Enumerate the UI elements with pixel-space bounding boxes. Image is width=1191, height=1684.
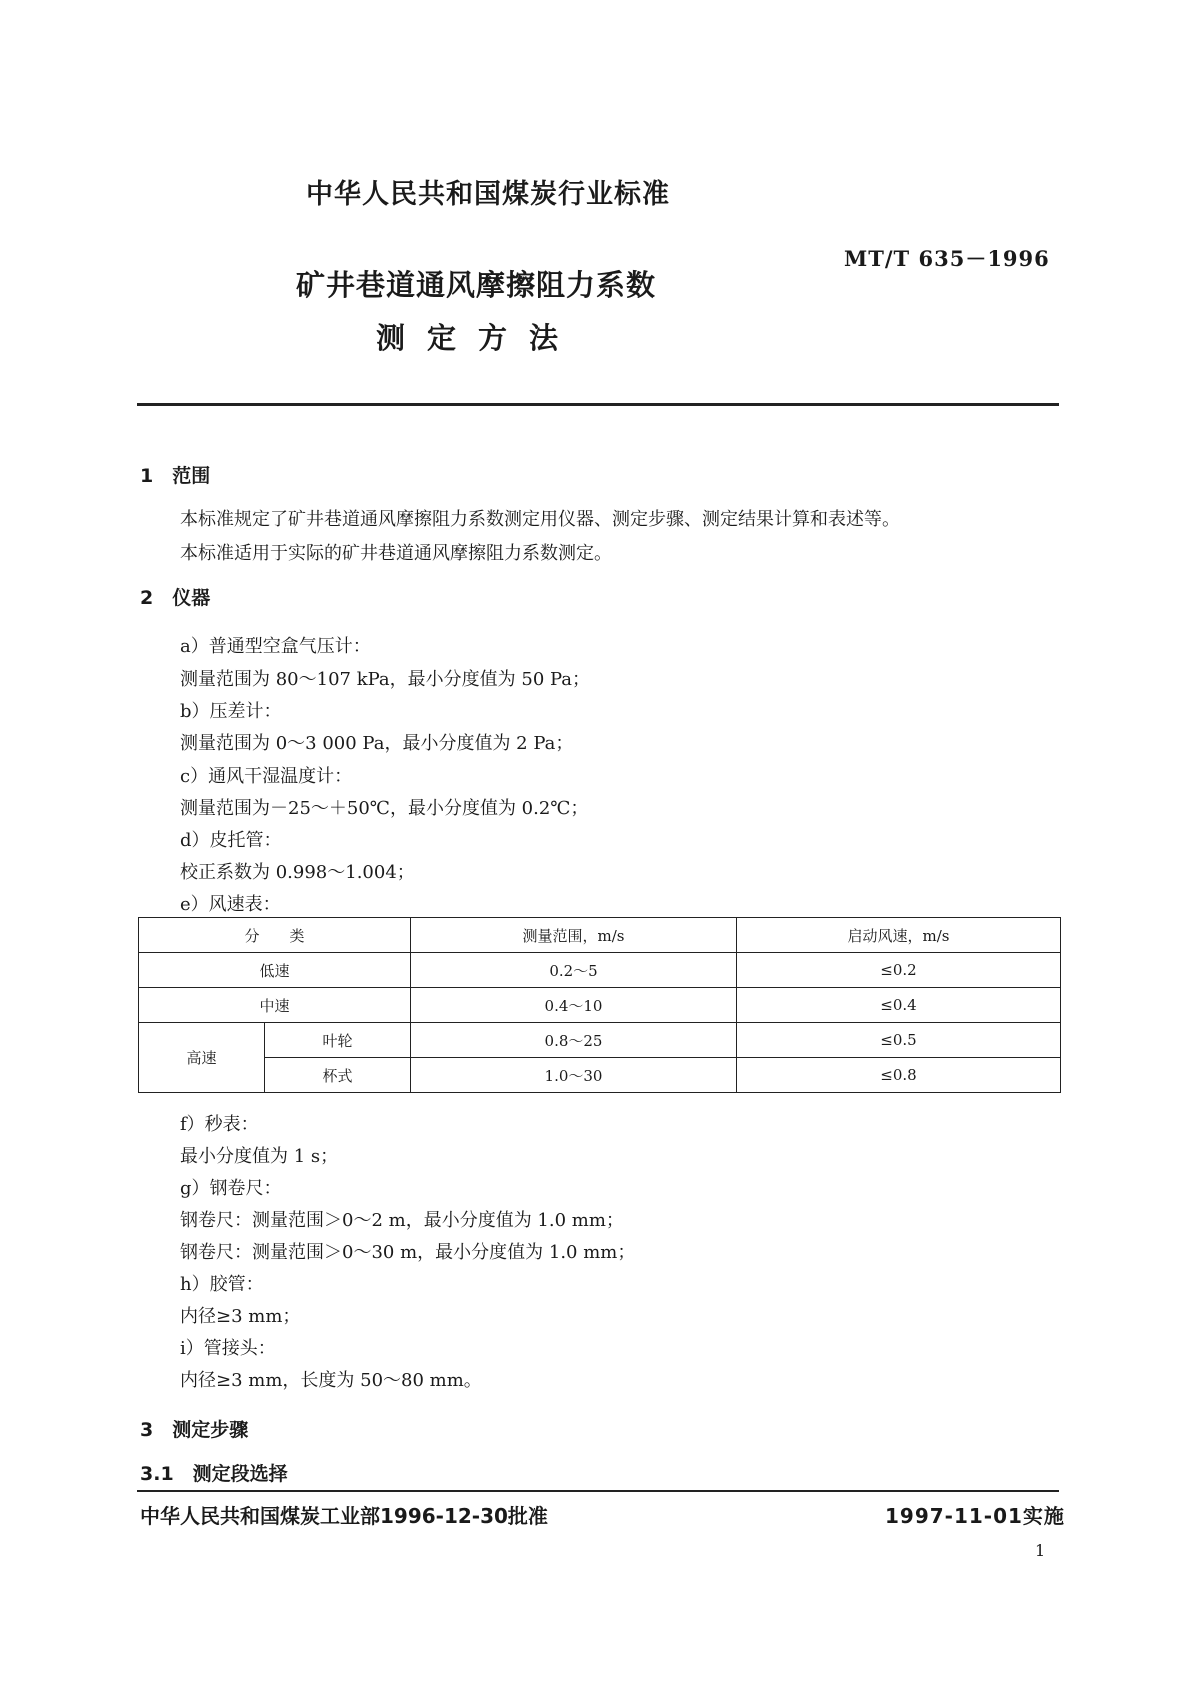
instrument-line: 测量范围为 0～3 000 Pa，最小分度值为 2 Pa； bbox=[180, 733, 574, 754]
cell-range: 1.0～30 bbox=[411, 1058, 737, 1093]
instrument-line: 测量范围为 80～107 kPa，最小分度值为 50 Pa； bbox=[180, 669, 591, 690]
instrument-line: 测量范围为－25～＋50℃，最小分度值为 0.2℃； bbox=[180, 798, 589, 819]
instrument-line: 最小分度值为 1 s； bbox=[180, 1146, 339, 1167]
standard-number: MT/T 635－1996 bbox=[844, 246, 1050, 271]
instrument-line: 钢卷尺：测量范围＞0～30 m，最小分度值为 1.0 mm； bbox=[180, 1242, 636, 1263]
section-3-1-heading: 3.1 测定段选择 bbox=[140, 1463, 288, 1485]
effective-date: 1997-11-01实施 bbox=[885, 1504, 1065, 1528]
approval-statement: 中华人民共和国煤炭工业部1996-12-30批准 bbox=[140, 1504, 548, 1528]
cell-start-speed: ≤0.8 bbox=[737, 1058, 1061, 1093]
row-label-mid: 中速 bbox=[139, 988, 411, 1023]
table-row bbox=[139, 988, 1061, 1023]
section-1-paragraph-1: 本标准规定了矿井巷道通风摩擦阻力系数测定用仪器、测定步骤、测定结果计算和表述等。 bbox=[180, 509, 900, 530]
footer-divider bbox=[137, 1490, 1059, 1492]
cell-range: 0.2～5 bbox=[411, 953, 737, 988]
table-row bbox=[139, 1058, 1061, 1093]
instrument-line: 钢卷尺：测量范围＞0～2 m，最小分度值为 1.0 mm； bbox=[180, 1210, 624, 1231]
section-1-heading: 1 范围 bbox=[140, 465, 211, 487]
instrument-line: h）胶管： bbox=[180, 1274, 264, 1295]
standard-category-title: 中华人民共和国煤炭行业标准 bbox=[306, 179, 670, 210]
table-row bbox=[139, 953, 1061, 988]
table-row bbox=[139, 1023, 1061, 1058]
instrument-line: b）压差计： bbox=[180, 701, 282, 722]
instrument-line: g）钢卷尺： bbox=[180, 1178, 282, 1199]
instrument-line: f）秒表： bbox=[180, 1114, 259, 1135]
instrument-line: a）普通型空盒气压计： bbox=[180, 636, 371, 657]
row-label-low: 低速 bbox=[139, 953, 411, 988]
row-label-cup: 杯式 bbox=[265, 1058, 411, 1093]
cell-start-speed: ≤0.2 bbox=[737, 953, 1061, 988]
table-header-row bbox=[139, 918, 1061, 953]
instrument-line: d）皮托管： bbox=[180, 830, 282, 851]
instrument-line: 内径≥3 mm，长度为 50～80 mm。 bbox=[180, 1370, 482, 1391]
section-2-heading: 2 仪器 bbox=[140, 587, 211, 609]
instrument-line: c）通风干湿温度计： bbox=[180, 766, 353, 787]
cell-range: 0.4～10 bbox=[411, 988, 737, 1023]
header-start-speed: 启动风速，m/s bbox=[737, 918, 1061, 953]
instrument-line: 内径≥3 mm； bbox=[180, 1306, 301, 1327]
header-divider bbox=[137, 403, 1059, 406]
header-category: 分 类 bbox=[139, 918, 411, 953]
section-3-heading: 3 测定步骤 bbox=[140, 1419, 249, 1441]
cell-start-speed: ≤0.4 bbox=[737, 988, 1061, 1023]
document-title-line-2: 测定方法 bbox=[376, 321, 581, 355]
cell-range: 0.8～25 bbox=[411, 1023, 737, 1058]
document-title-line-1: 矿井巷道通风摩擦阻力系数 bbox=[296, 268, 657, 302]
row-label-impeller: 叶轮 bbox=[265, 1023, 411, 1058]
anemometer-table bbox=[138, 917, 1061, 1093]
page-number: 1 bbox=[1035, 1541, 1046, 1560]
instrument-line: i）管接头： bbox=[180, 1338, 276, 1359]
cell-start-speed: ≤0.5 bbox=[737, 1023, 1061, 1058]
instrument-line: 校正系数为 0.998～1.004； bbox=[180, 862, 415, 883]
instrument-line: e）风速表： bbox=[180, 894, 281, 915]
section-1-paragraph-2: 本标准适用于实际的矿井巷道通风摩擦阻力系数测定。 bbox=[180, 543, 612, 564]
header-range: 测量范围，m/s bbox=[411, 918, 737, 953]
row-label-high: 高速 bbox=[139, 1023, 265, 1093]
